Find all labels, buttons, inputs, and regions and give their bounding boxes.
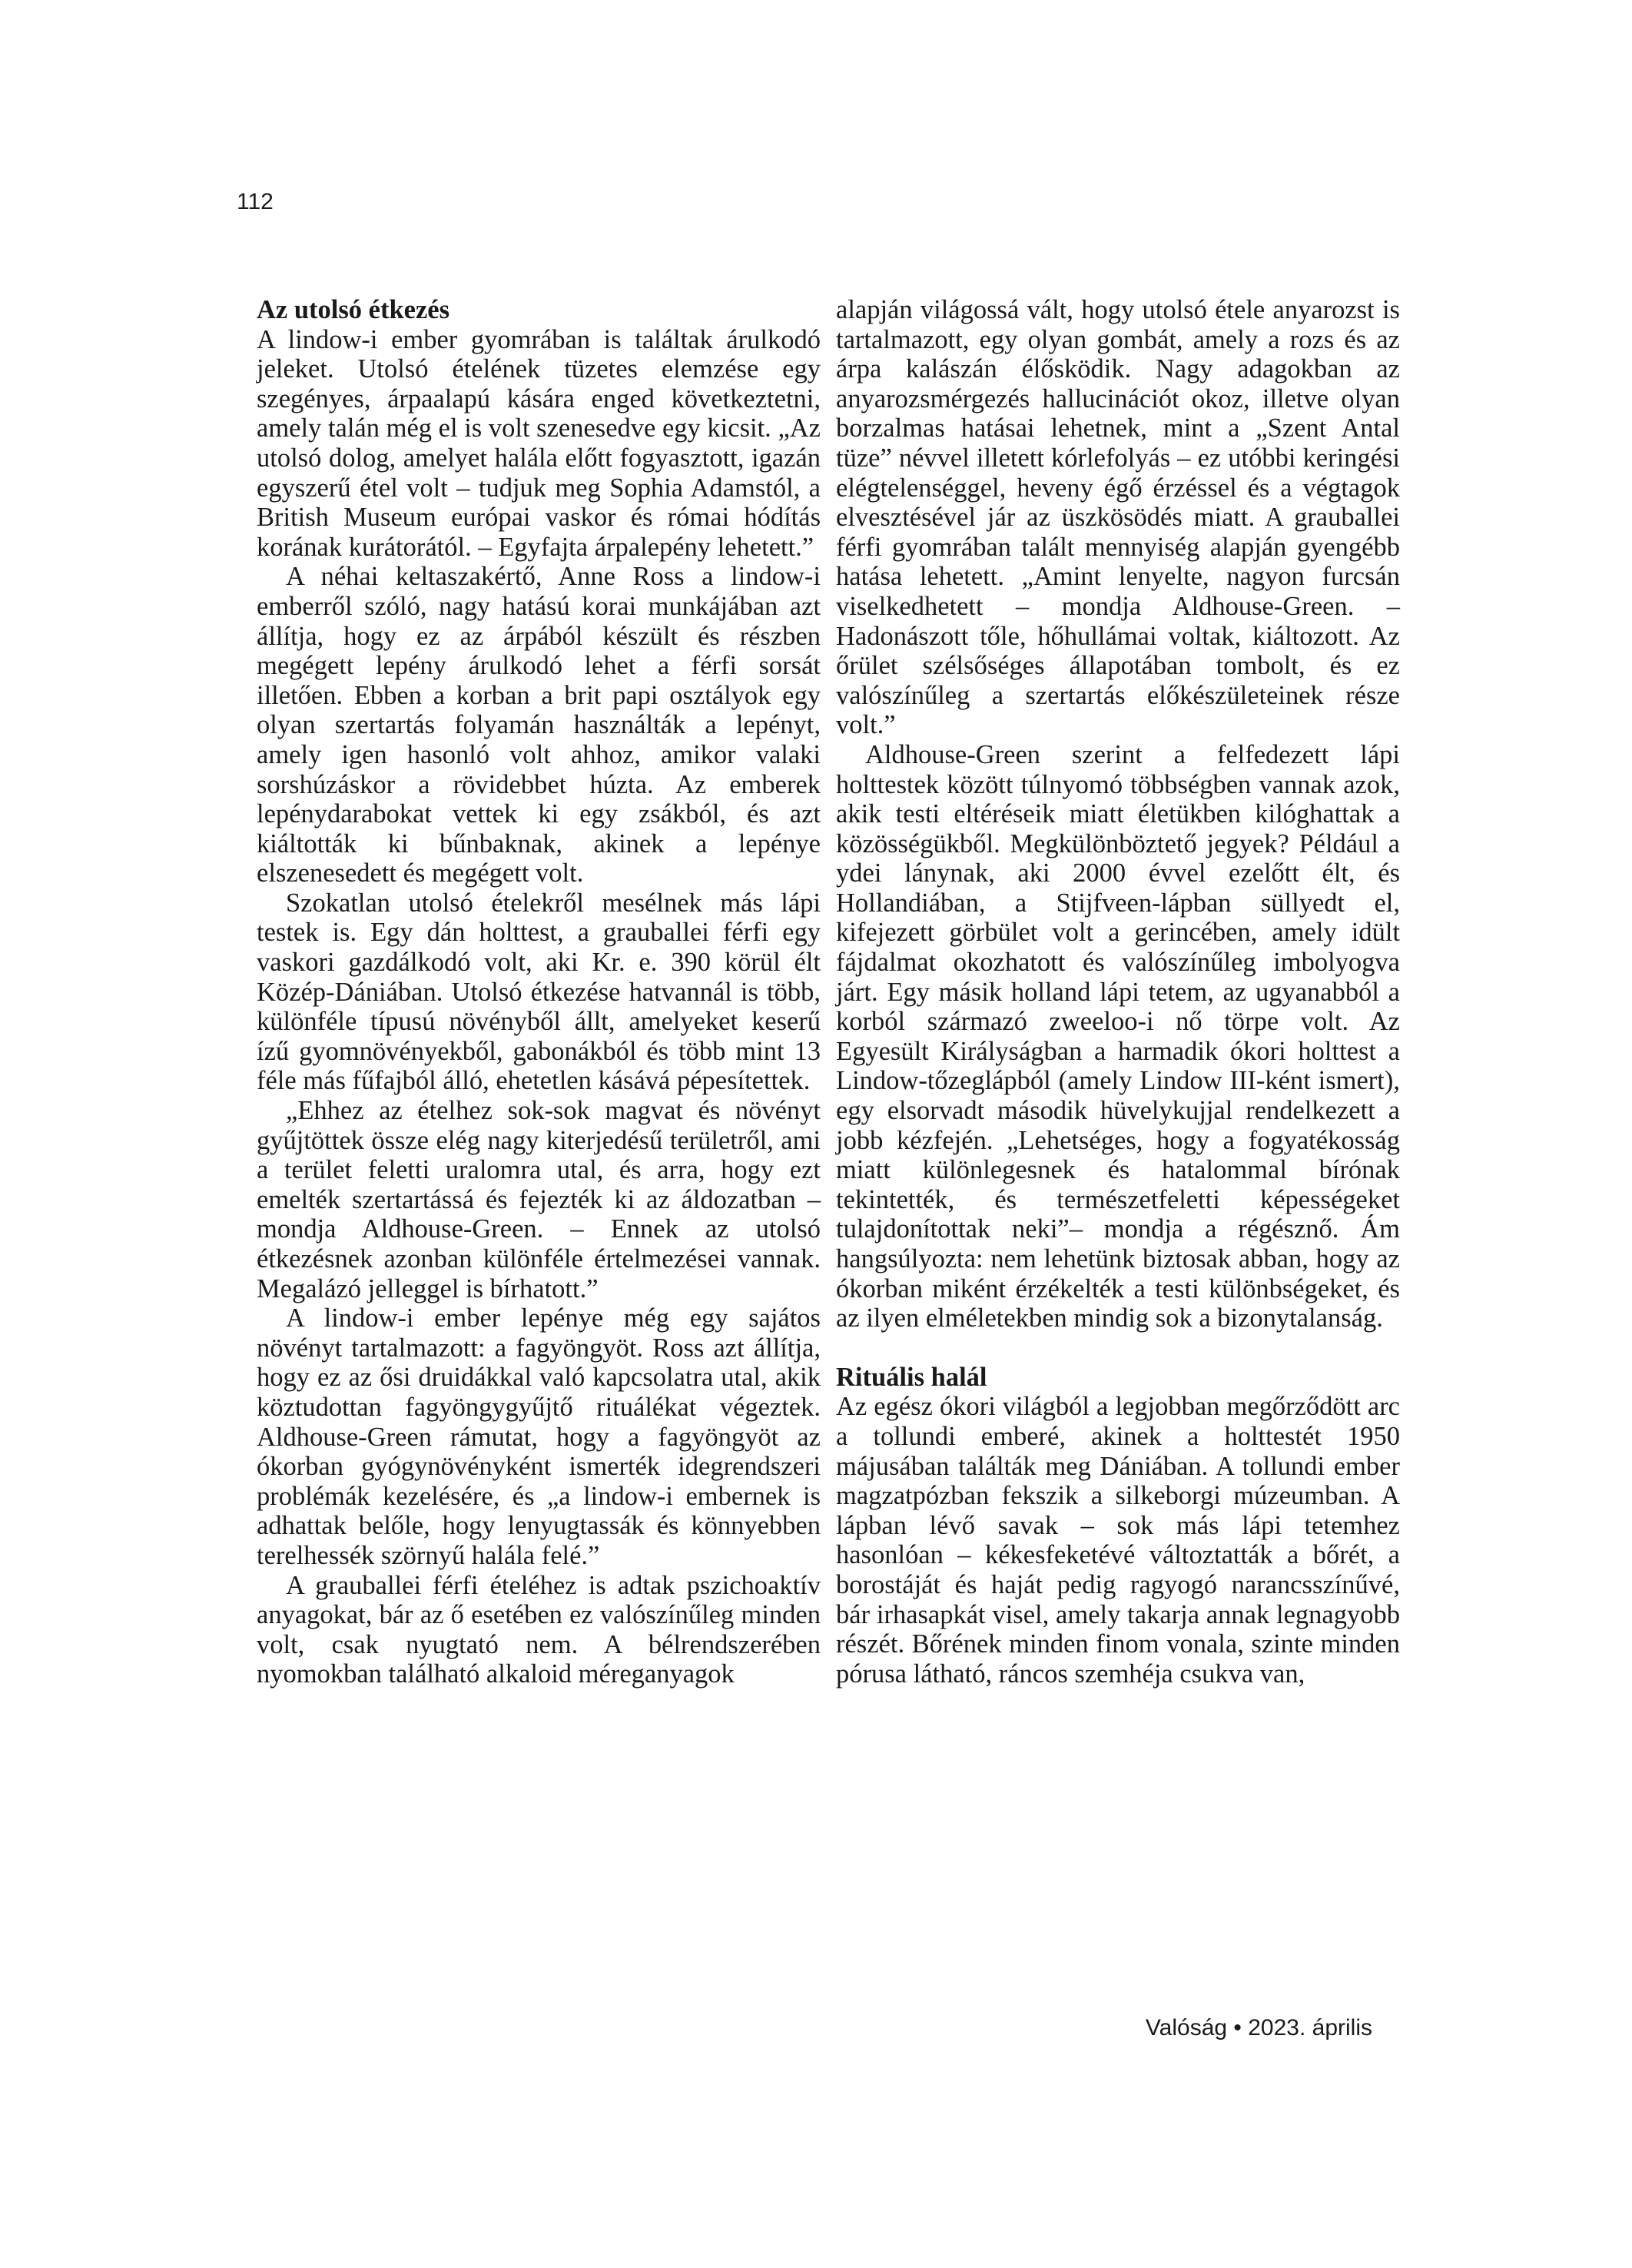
right-column (836, 295, 1400, 1689)
paragraph: „Ehhez az ételhez sok-sok magvat és növényt gyűjtöttek össze elég nagy kiterjedésű területről, ami a terület feletti uralomra utal, és arra, hogy ezt emelték szertartássá és fejezték ki az áldozatban – mondja Aldhouse-Green. – Ennek az utolsó étkezésnek azonban különféle értelmezései vannak. Megalázó jelleggel is bírhatott.” (257, 1096, 821, 1303)
paragraph: Az egész ókori világból a legjobban megőrződött arc a tollundi emberé, akinek a holttestét 1950 májusában találták meg Dániában. A tollundi ember magzatpózban fekszik a silkeborgi múzeumban. A lápban lévő savak – sok más lápi tetemhez hasonlóan – kékesfeketévé változtatták a bőrét, a borostáját és haját pedig ragyogó narancsszínűvé, bár irhasapkát visel, amely takarja annak legnagyobb részét. Bőrének minden finom vonala, szinte minden pórusa látható, ráncos szemhéja csukva van, (836, 1392, 1400, 1689)
paragraph: A grauballei férfi ételéhez is adtak pszichoaktív anyagokat, bár az ő esetében ez valószínűleg minden volt, csak nyugtató nem. A bélrendszerében nyomokban található alkaloid méreganyagok (257, 1570, 821, 1689)
section-heading-ritual-death: Rituális halál (836, 1362, 987, 1392)
footer-publication: Valóság • 2023. április (1145, 2015, 1372, 2041)
paragraph: Aldhouse-Green szerint a felfedezett lápi holttestek között túlnyomó többségben vannak azok, akik testi eltéréseik miatt életükben kilóghattak a közösségükből. Megkülönböztető jegyek? Például a ydei lánynak, aki 2000 évvel ezelőtt élt, és Hollandiában, a Stijfveen-lápban süllyedt el, kifejezett görbület volt a gerincében, amely idült fájdalmat okozhatott és valószínűleg imbolyogva járt. Egy másik holland lápi tetem, az ugyanabból a korból származó zweeloo-i nő törpe volt. Az Egyesült Királyságban a harmadik ókori holttest a Lindow-tőzeglápból (amely Lindow III-ként ismert), egy elsorvadt második hüvelykujjal rendelkezett a jobb kézfején. „Lehetséges, hogy a fogyatékosság miatt különlegesnek és hatalommal bírónak tekintették, és természetfeletti képességeket tulajdonítottak neki”– mondja a régésznő. Ám hangsúlyozta: nem lehetünk biztosak abban, hogy az ókorban miként érzékelték a testi különbségeket, és az ilyen elméletekben mindig sok a bizonytalanság. (836, 739, 1400, 1333)
section-heading-last-meal: Az utolsó étkezés (257, 295, 450, 324)
paragraph: A lindow-i ember lepénye még egy sajátos növényt tartalmazott: a fagyöngyöt. Ross azt állítja, hogy ez az ősi druidákkal való kapcsolatra utal, akik köztudottan fagyöngygyűjtő rituálékat végeztek. Aldhouse-Green rámutat, hogy a fagyöngyöt az ókorban gyógynövényként ismerték idegrendszeri problémák kezelésére, és „a lindow-i embernek is adhattak belőle, hogy lenyugtassák és könnyebben terelhessék szörnyű halála felé.” (257, 1303, 821, 1570)
paragraph: Szokatlan utolsó ételekről mesélnek más lápi testek is. Egy dán holttest, a grauballei férfi egy vaskori gazdálkodó volt, aki Kr. e. 390 körül élt Közép-Dániában. Utolsó étkezése hatvannál is több, különféle típusú növényből állt, amelyeket keserű ízű gyomnövényekből, gabonákból és több mint 13 féle más fűfajból álló, ehetetlen kásává pépesítettek. (257, 888, 821, 1096)
paragraph: A néhai keltaszakértő, Anne Ross a lindow-i emberről szóló, nagy hatású korai munkájában azt állítja, hogy ez az árpából készült és részben megégett lepény árulkodó lehet a férfi sorsát illetően. Ebben a korban a brit papi osztályok egy olyan szertartás folyamán használták a lepényt, amely igen hasonló volt ahhoz, amikor valaki sorshúzáskor a rövidebbet húzta. Az emberek lepénydarabokat vettek ki egy zsákból, és azt kiáltották ki bűnbaknak, akinek a lepénye elszenesedett és megégett volt. (257, 562, 821, 888)
left-column (257, 295, 821, 1689)
paragraph: alapján világossá vált, hogy utolsó étele anyarozst is tartalmazott, egy olyan gombát, amely a rozs és az árpa kalászán élősködik. Nagy adagokban az anyarozsmérgezés hallucinációt okoz, illetve olyan borzalmas hatásai lehetnek, mint a „Szent Antal tüze” névvel illetett kórlefolyás – ez utóbbi keringési elégtelenséggel, heveny égő érzéssel és a végtagok elvesztésével jár az üszkösödés miatt. A grauballei férfi gyomrában talált mennyiség alapján gyengébb hatása lehetett. „Amint lenyelte, nagyon furcsán viselkedhetett – mondja Aldhouse-Green. – Hadonászott tőle, hőhullámai voltak, kiáltozott. Az őrület szélsőséges állapotában tombolt, és ez valószínűleg a szertartás előkészületeinek része volt.” (836, 295, 1400, 740)
paragraph: A lindow-i ember gyomrában is találtak árulkodó jeleket. Utolsó ételének tüzetes elemzése egy szegényes, árpaalapú kására enged következtetni, amely talán még el is volt szenesedve egy kicsit. „Az utolsó dolog, amelyet halála előtt fogyasztott, igazán egyszerű étel volt – tudjuk meg Sophia Adamstól, a British Museum európai vaskor és római hódítás korának kurátorától. – Egyfajta árpalepény lehetett.” (257, 324, 821, 562)
page-number: 112 (237, 189, 274, 214)
